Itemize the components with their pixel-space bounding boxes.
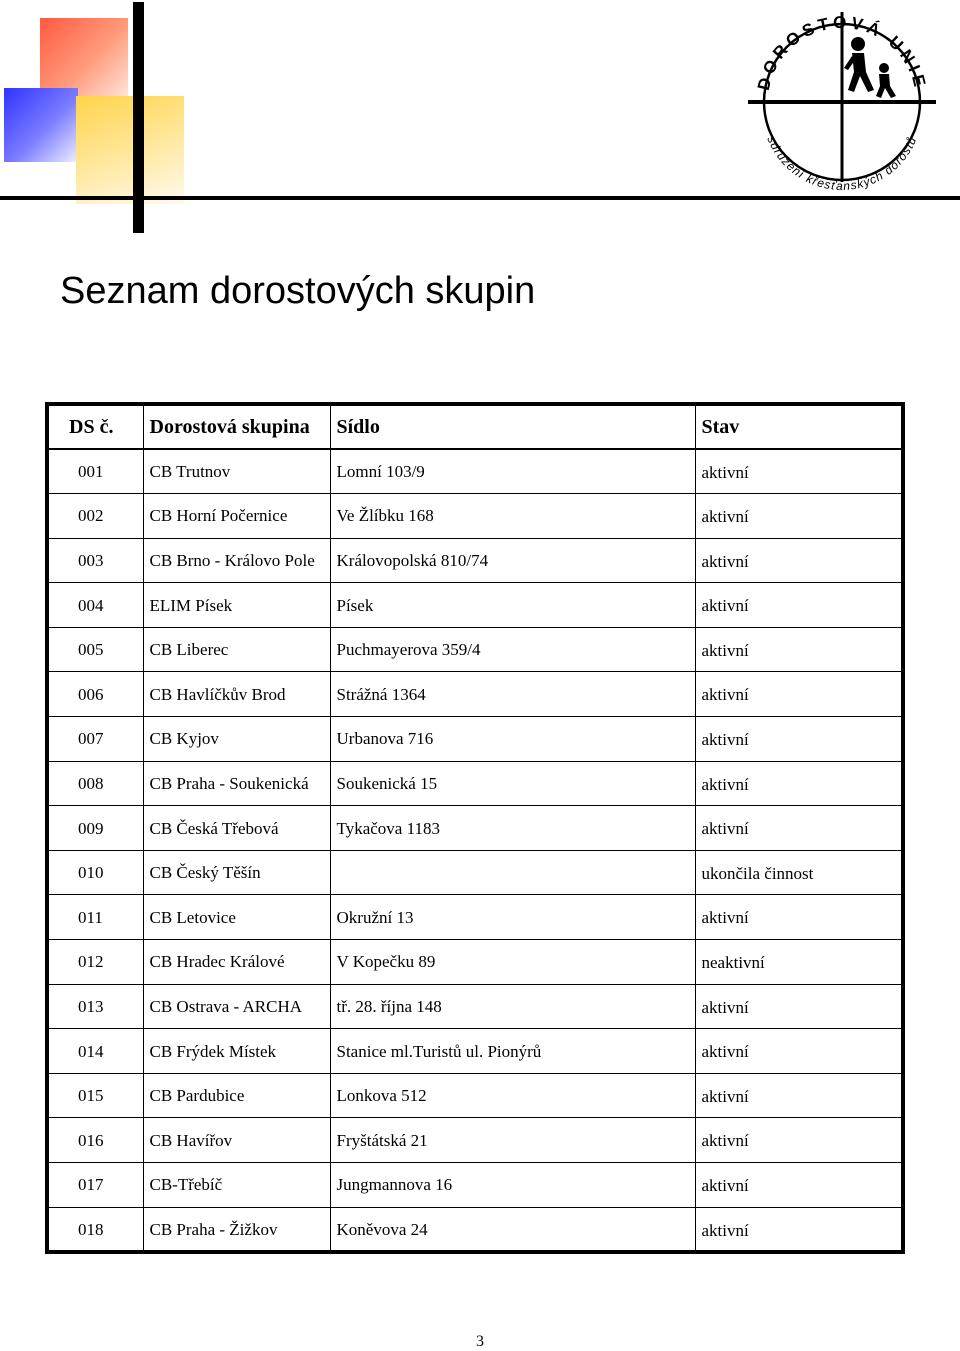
cell-ds-number: 016 [49, 1118, 143, 1163]
cell-ds-number: 012 [49, 940, 143, 985]
cell-ds-number: 009 [49, 806, 143, 851]
cell-status: aktivní [695, 1073, 901, 1118]
header-status: Stav [695, 406, 901, 449]
cell-seat: Soukenická 15 [330, 761, 695, 806]
cell-group: CB Ostrava - ARCHA [143, 984, 330, 1029]
cell-seat: Koněvova 24 [330, 1207, 695, 1252]
table-row [49, 627, 901, 672]
cell-ds-number: 001 [49, 449, 143, 494]
cell-ds-number: 007 [49, 717, 143, 762]
groups-table [49, 406, 901, 1252]
cell-status: neaktivní [695, 940, 901, 985]
cell-status: aktivní [695, 538, 901, 583]
cell-group: CB Frýdek Místek [143, 1029, 330, 1074]
cell-group: CB Pardubice [143, 1073, 330, 1118]
cell-ds-number: 013 [49, 984, 143, 1029]
decor-red-square [40, 18, 128, 98]
table-row [49, 494, 901, 539]
header-seat: Sídlo [330, 406, 695, 449]
cell-seat: Strážná 1364 [330, 672, 695, 717]
cell-seat: Fryštátská 21 [330, 1118, 695, 1163]
cell-status: aktivní [695, 583, 901, 628]
table-row [49, 1118, 901, 1163]
cell-status: aktivní [695, 984, 901, 1029]
cell-status: aktivní [695, 717, 901, 762]
header-ds-number: DS č. [49, 406, 143, 449]
table-row [49, 538, 901, 583]
cell-seat: Lonkova 512 [330, 1073, 695, 1118]
cell-ds-number: 010 [49, 850, 143, 895]
cell-ds-number: 017 [49, 1163, 143, 1208]
table-header-row [49, 406, 901, 449]
table-row [49, 1073, 901, 1118]
table-row [49, 895, 901, 940]
dorostova-unie-logo [748, 6, 936, 194]
table-row [49, 583, 901, 628]
cell-group: CB Letovice [143, 895, 330, 940]
cell-status: aktivní [695, 1207, 901, 1252]
cell-group: CB-Třebíč [143, 1163, 330, 1208]
table-row [49, 1163, 901, 1208]
table-row [49, 806, 901, 851]
cell-ds-number: 014 [49, 1029, 143, 1074]
cell-status: aktivní [695, 627, 901, 672]
cell-ds-number: 018 [49, 1207, 143, 1252]
cell-seat: Ve Žlíbku 168 [330, 494, 695, 539]
cell-status: aktivní [695, 1029, 901, 1074]
cell-seat: Urbanova 716 [330, 717, 695, 762]
table-row [49, 850, 901, 895]
table-row [49, 1207, 901, 1252]
cell-group: CB Liberec [143, 627, 330, 672]
cell-ds-number: 004 [49, 583, 143, 628]
cell-group: CB Český Těšín [143, 850, 330, 895]
cell-group: CB Havířov [143, 1118, 330, 1163]
cell-seat: Jungmannova 16 [330, 1163, 695, 1208]
cell-group: CB Brno - Královo Pole [143, 538, 330, 583]
cell-group: CB Praha - Soukenická [143, 761, 330, 806]
cell-status: aktivní [695, 494, 901, 539]
cell-status: ukončila činnost [695, 850, 901, 895]
header-rule [0, 196, 960, 200]
groups-table-frame [45, 402, 905, 1254]
cell-status: aktivní [695, 449, 901, 494]
cell-ds-number: 015 [49, 1073, 143, 1118]
cell-status: aktivní [695, 895, 901, 940]
cell-seat [330, 850, 695, 895]
cell-status: aktivní [695, 672, 901, 717]
cell-status: aktivní [695, 1118, 901, 1163]
cell-ds-number: 011 [49, 895, 143, 940]
cell-seat: Lomní 103/9 [330, 449, 695, 494]
cell-group: CB Kyjov [143, 717, 330, 762]
cell-group: CB Havlíčkův Brod [143, 672, 330, 717]
table-row [49, 1029, 901, 1074]
decor-blue-square [4, 88, 78, 162]
cell-ds-number: 008 [49, 761, 143, 806]
cell-seat: Okružní 13 [330, 895, 695, 940]
cell-seat: Puchmayerova 359/4 [330, 627, 695, 672]
table-row [49, 717, 901, 762]
cell-seat: tř. 28. října 148 [330, 984, 695, 1029]
cell-group: CB Česká Třebová [143, 806, 330, 851]
cell-seat: Tykačova 1183 [330, 806, 695, 851]
cell-ds-number: 006 [49, 672, 143, 717]
cell-seat: V Kopečku 89 [330, 940, 695, 985]
cell-seat: Královopolská 810/74 [330, 538, 695, 583]
table-row [49, 940, 901, 985]
header-group: Dorostová skupina [143, 406, 330, 449]
cell-seat: Písek [330, 583, 695, 628]
cell-group: CB Praha - Žižkov [143, 1207, 330, 1252]
cell-ds-number: 003 [49, 538, 143, 583]
cell-group: CB Trutnov [143, 449, 330, 494]
cell-group: CB Horní Počernice [143, 494, 330, 539]
logo-text-top: DOROSTOVÁ UNIE [753, 12, 931, 93]
cell-group: ELIM Písek [143, 583, 330, 628]
logo-text-bottom: sdružení křesťanských dorostů [764, 134, 920, 194]
table-row [49, 761, 901, 806]
cell-group: CB Hradec Králové [143, 940, 330, 985]
cell-ds-number: 002 [49, 494, 143, 539]
table-row [49, 449, 901, 494]
cell-status: aktivní [695, 806, 901, 851]
cell-status: aktivní [695, 761, 901, 806]
cell-seat: Stanice ml.Turistů ul. Pionýrů [330, 1029, 695, 1074]
decor-yellow-square [76, 96, 184, 204]
page-number: 3 [476, 1333, 484, 1350]
cell-ds-number: 005 [49, 627, 143, 672]
table-row [49, 672, 901, 717]
cell-status: aktivní [695, 1163, 901, 1208]
page-title: Seznam dorostových skupin [60, 270, 536, 312]
table-row [49, 984, 901, 1029]
